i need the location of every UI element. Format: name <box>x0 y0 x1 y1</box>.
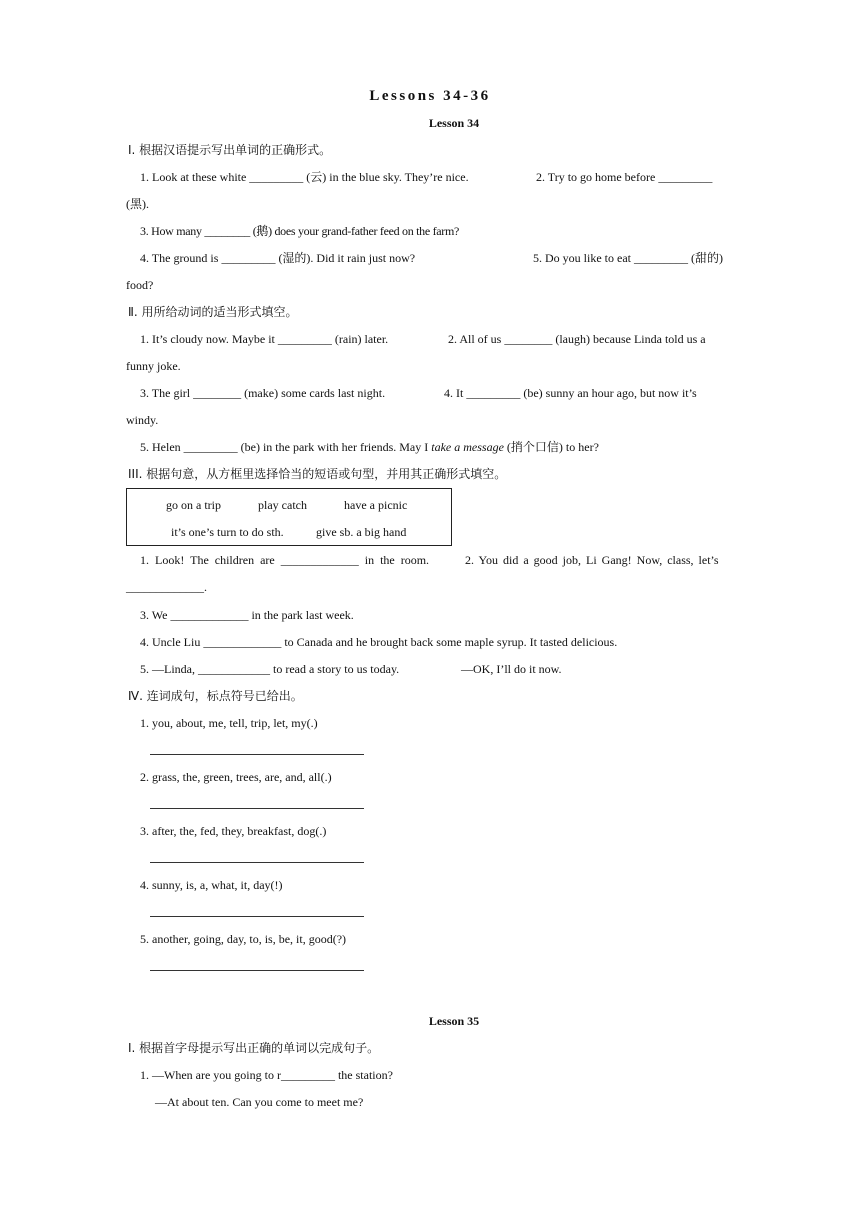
s3-question-3: 3. We _____________ in the park last week. <box>140 608 354 622</box>
s2-question-1: 1. It’s cloudy now. Maybe it _________ (rain) later. <box>140 332 389 346</box>
lesson-34-heading: Lesson 34 <box>428 116 480 130</box>
s1-question-1: 1. Look at these white _________ (云) in the blue sky. They’re nice. <box>140 170 469 184</box>
section-4-heading: Ⅳ. 连词成句，标点符号已给出。 <box>128 689 303 703</box>
s3-question-4: 4. Uncle Liu _____________ to Canada and he brought back some maple syrup. It tasted delicious. <box>140 635 618 649</box>
s2-q5-italic: take a message <box>431 440 504 454</box>
phrase-box-item: play catch <box>258 498 307 512</box>
lesson-35-heading: Lesson 35 <box>428 1014 480 1028</box>
answer-line[interactable] <box>150 808 364 809</box>
s4-item-3: 3. after, the, fed, they, breakfast, dog(.) <box>140 824 327 838</box>
s2-q5-part-c: (捎个口信) to her? <box>503 440 599 454</box>
s4-item-2: 2. grass, the, green, trees, are, and, all(.) <box>140 770 332 784</box>
s2-q5-part-a: 5. Helen _________ (be) in the park with her friends. May I <box>140 440 432 454</box>
s4-item-4: 4. sunny, is, a, what, it, day(!) <box>140 878 283 892</box>
s4-item-5: 5. another, going, day, to, is, be, it, good(?) <box>140 932 347 946</box>
s1-question-3: 3. How many ________ (鹅) does your grand-father feed on the farm? <box>140 224 460 238</box>
answer-line[interactable] <box>150 916 364 917</box>
section-5-heading: Ⅰ. 根据首字母提示写出正确的单词以完成句子。 <box>128 1041 380 1055</box>
section-1-heading: Ⅰ. 根据汉语提示写出单词的正确形式。 <box>128 143 332 157</box>
s3-question-2: 2. You did a good job, Li Gang! Now, class, let’s <box>465 553 719 567</box>
s2-question-5 <box>140 440 599 454</box>
phrase-box-item: give sb. a big hand <box>316 525 407 539</box>
s1-question-5: 5. Do you like to eat _________ (甜的) <box>533 251 723 265</box>
s2-question-3: 3. The girl ________ (make) some cards last night. <box>140 386 386 400</box>
phrase-box-item: have a picnic <box>344 498 408 512</box>
s1-question-4: 4. The ground is _________ (湿的). Did it rain just now? <box>140 251 416 265</box>
s2-question-4: 4. It _________ (be) sunny an hour ago, but now it’s <box>444 386 697 400</box>
answer-line[interactable] <box>150 862 364 863</box>
s1-question-2: 2. Try to go home before _________ <box>536 170 713 184</box>
s2-question-2-cont: funny joke. <box>126 359 181 373</box>
s2-question-2: 2. All of us ________ (laugh) because Linda told us a <box>448 332 706 346</box>
section-2-heading: Ⅱ. 用所给动词的适当形式填空。 <box>128 305 298 319</box>
phrase-box-item: it’s one’s turn to do sth. <box>171 525 284 539</box>
s3-question-2-cont: _____________. <box>126 580 207 594</box>
s1-question-2-cont: (黑). <box>126 197 149 211</box>
answer-line[interactable] <box>150 970 364 971</box>
s5-question-1-reply: —At about ten. Can you come to meet me? <box>155 1095 364 1109</box>
s5-question-1: 1. —When are you going to r_________ the station? <box>140 1068 393 1082</box>
s4-item-1: 1. you, about, me, tell, trip, let, my(.) <box>140 716 318 730</box>
s3-question-1: 1. Look! The children are _____________ in the room. <box>140 553 430 567</box>
s2-question-4-cont: windy. <box>126 413 159 427</box>
page-title: Lessons 34-36 <box>369 88 491 104</box>
s3-question-5-reply: —OK, I’ll do it now. <box>461 662 562 676</box>
answer-line[interactable] <box>150 754 364 755</box>
s1-question-5-cont: food? <box>126 278 154 292</box>
section-3-heading: III. 根据句意，从方框里选择恰当的短语或句型，并用其正确形式填空。 <box>128 467 507 481</box>
phrase-box-item: go on a trip <box>166 498 221 512</box>
phrase-box <box>126 488 452 546</box>
s3-question-5: 5. —Linda, ____________ to read a story to us today. <box>140 662 400 676</box>
